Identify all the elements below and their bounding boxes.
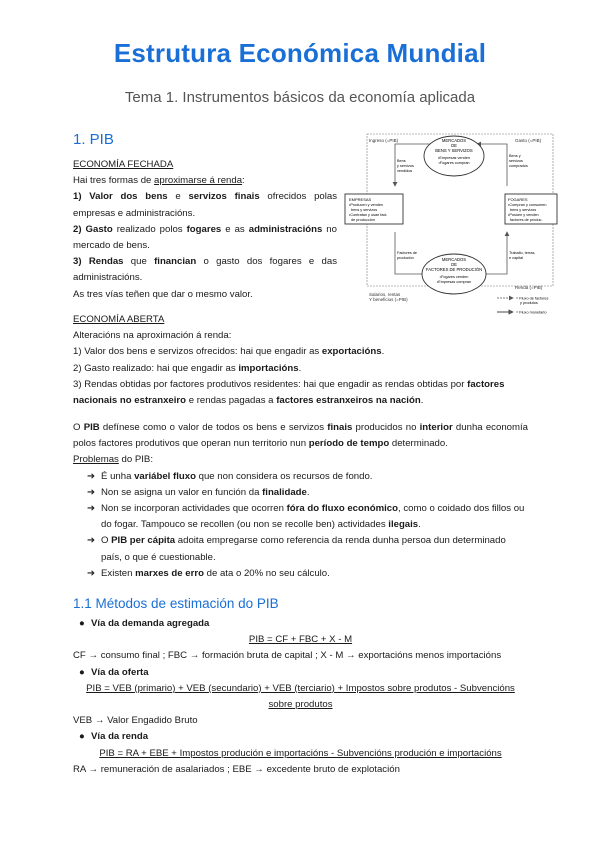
diagram-label: •Producen y venden (349, 203, 384, 207)
diagram-label: Gasto (=PIB) (515, 138, 542, 143)
diagram-label: •Posúen y venden (508, 213, 539, 217)
diagram-label: •Empresas compran (436, 280, 472, 284)
method-demand-formula: PIB = CF + FBC + X - M (248, 634, 353, 646)
arrow-icon: ➔ (87, 470, 96, 482)
diagram-label: •Empresas venden (438, 156, 470, 160)
diagram-label: bens y servizos (351, 208, 378, 212)
closed-economy-block (73, 157, 337, 303)
diagram-label: e capital (509, 256, 524, 260)
document-title: Estrutura Económica Mundial (113, 38, 487, 68)
method-income-note: RA → remuneración de asalariados ; EBE → excedente bruto de explotación (73, 763, 400, 775)
diagram-label: MERCADOS (441, 257, 467, 262)
section-heading-pib: 1. PIB (73, 131, 114, 148)
diagram-label: vendidos (397, 169, 413, 173)
diagram-label: produción (397, 256, 414, 260)
section-heading-methods: 1.1 Métodos de estimación do PIB (73, 596, 279, 611)
closed-item-3: 3) Rendas que financian o gasto dos fogares e das administracións. (73, 256, 338, 284)
arrow-icon: ➔ (87, 486, 96, 498)
open-intro: Alteracións na aproximación á renda: (73, 330, 232, 342)
method-demand-note: CF → consumo final ; FBC → formación bruta de capital ; X - M → exportacións menos importacións (73, 650, 502, 662)
diagram-label: comprados (509, 164, 528, 168)
diagram-label: Renda (=PIB) (515, 285, 543, 290)
diagram-label: •Fogares compran (438, 161, 470, 165)
diagram-label: •Fogares venden (439, 275, 469, 279)
diagram-label: Y beneficios (=PIB) (369, 297, 408, 302)
problems-list (73, 469, 528, 582)
arrow-icon: ➔ (87, 567, 96, 579)
open-item-1: 1) Valor dos bens e servizos ofrecidos: hai que engadir as exportacións. (73, 346, 385, 358)
list-item: ➔ É unha variábel fluxo que non considera os recursos de fondo. (87, 469, 528, 485)
closed-intro: Hai tres formas de aproximarse á renda: (73, 175, 245, 187)
diagram-label: •Compran y consumen (508, 203, 547, 207)
bullet-icon: ● (79, 618, 85, 629)
diagram-label: y servizos (397, 164, 414, 168)
pib-definition-block (73, 420, 528, 582)
diagram-label: Ingreso (=PIB) (369, 138, 399, 143)
list-item: ➔ Non se asigna un valor en función da finalidade. (87, 485, 528, 501)
diagram-label: Bens y (509, 154, 521, 158)
diagram-label: Bens (397, 159, 406, 163)
list-item: ➔ Non se incorporan actividades que ocorren fóra do fluxo económico, como o coidado dos fillos ou do fogar. Tampouco se recollen (ou non se recolle ben) actividades ilegais. (87, 503, 525, 531)
diagram-label: BENS Y SERVIZOS (435, 148, 473, 153)
list-item: ➔ O PIB per cápita adoita empregarse como referencia da renda dunha persoa dun determinado país, o que é cuestionable. (87, 535, 506, 563)
method-supply-formula: PIB = VEB (primario) + VEB (secundario) + VEB (terciario) + Impostos sobre produtos - Subvencións sobre produtos (86, 682, 515, 711)
open-item-3: 3) Rendas obtidas por factores produtivos residentes: hai que engadir as rendas obtidas por factores nacionais no estranxeiro e rendas pagadas a factores estranxeiros na nación. (73, 378, 505, 407)
list-item: ➔ Existen marxes de erro de ata o 20% no seu cálculo. (87, 566, 528, 582)
open-item-2: 2) Gasto realizado: hai que engadir as importacións. (73, 362, 302, 374)
diagram-label: y produtos (520, 301, 538, 305)
diagram-label: bens y servizos (510, 208, 537, 212)
closed-closing: As tres vías teñen que dar o mesmo valor. (73, 288, 253, 300)
closed-item-1: 1) Valor dos bens e servizos finais ofrecidos polas empresas e administracións. (73, 191, 338, 219)
circular-flow-diagram (337, 130, 563, 328)
diagram-label: EMPRESAS (349, 197, 372, 202)
bullet-icon: ● (79, 731, 85, 743)
diagram-label: servizos (509, 159, 523, 163)
closed-item-2: 2) Gasto realizado polos fogares e as administracións no mercado de bens. (73, 223, 337, 252)
arrow-icon: ➔ (87, 535, 96, 547)
document-subtitle: Tema 1. Instrumentos básicos da economía aplicada (124, 89, 476, 106)
open-economy-block (73, 312, 528, 409)
arrow-icon: ➔ (87, 503, 96, 515)
diagram-label: DE (451, 262, 457, 267)
diagram-label: = Fluxo monetario (516, 310, 547, 315)
diagram-label: Factores de (397, 251, 418, 255)
diagram-label: = Fluxo de factores (516, 296, 549, 301)
bullet-icon: ● (79, 666, 85, 678)
methods-block (73, 616, 528, 778)
diagram-label: •Contratan y usan fact. (349, 213, 388, 217)
diagram-label: MERCADOS (441, 138, 467, 143)
diagram-label: DE (451, 143, 457, 148)
pib-definition: O PIB defínese como o valor de todos os bens e servizos finais producidos no interior dunha economía polos factores produtivos que operan nun territorio nun período de tempo determinado. (73, 422, 528, 450)
method-income-formula: PIB = RA + EBE + Impostos produción e importacións - Subvencións produción e importacións (99, 747, 502, 759)
diagram-label: FACTORES DE PRODUCIÓN (425, 267, 483, 272)
diagram-label: FOGARES (508, 197, 528, 202)
diagram-label: de producción (351, 218, 375, 222)
problems-heading: Problemas do PIB: (73, 454, 153, 466)
closed-economy-label: ECONOMÍA FECHADA (73, 159, 174, 170)
diagram-label: factores de produc. (510, 218, 543, 222)
method-supply-note: VEB → Valor Engadido Bruto (73, 715, 198, 727)
method-demand-title: ● Vía da demanda agregada (73, 616, 528, 632)
method-income-title: ● Vía da renda (73, 729, 528, 745)
method-supply-title: ● Vía da oferta (73, 665, 528, 681)
diagram-label: Traballo, terras, (509, 251, 536, 255)
open-economy-label: ECONOMÍA ABERTA (73, 314, 165, 325)
diagram-label: Salarios, rentas (369, 292, 401, 297)
